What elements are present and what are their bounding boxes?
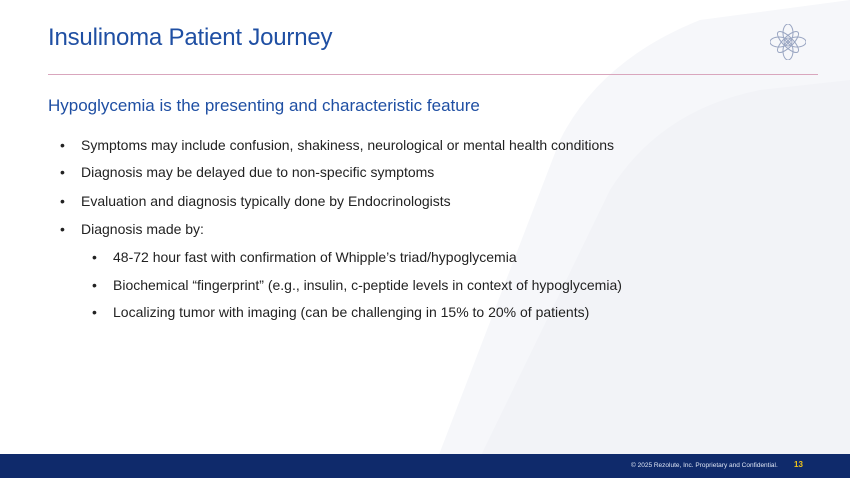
footer-bar	[0, 454, 850, 478]
bullet-text: Diagnosis may be delayed due to non-specific symptoms	[81, 164, 435, 180]
slide-subtitle: Hypoglycemia is the presenting and characteristic feature	[48, 96, 480, 115]
bullet-marker: •	[92, 277, 97, 293]
bullet-text: 48-72 hour fast with confirmation of Whipple’s triad/hypoglycemia	[113, 249, 517, 265]
bullet-text: Biochemical “fingerprint” (e.g., insulin, c-peptide levels in context of hypoglycemia)	[113, 277, 622, 293]
bullet-marker: •	[60, 164, 65, 180]
slide-title: Insulinoma Patient Journey	[48, 24, 333, 51]
bullet-text: Diagnosis made by:	[81, 221, 204, 237]
title-divider	[48, 74, 818, 75]
bullet-marker: •	[60, 221, 65, 237]
bullet-marker: •	[92, 304, 97, 320]
bullet-text: Localizing tumor with imaging (can be challenging in 15% to 20% of patients)	[113, 304, 590, 320]
copyright-notice: © 2025 Rezolute, Inc. Proprietary and Confidential.	[631, 462, 778, 469]
bullet-text: Symptoms may include confusion, shakiness, neurological or mental health conditions	[81, 137, 615, 153]
page-number: 13	[794, 460, 803, 469]
bullet-marker: •	[92, 249, 97, 265]
bullet-marker: •	[60, 137, 65, 153]
bullet-marker: •	[60, 193, 65, 209]
flower-logo-icon	[770, 24, 806, 60]
bullet-text: Evaluation and diagnosis typically done by Endocrinologists	[81, 193, 451, 209]
